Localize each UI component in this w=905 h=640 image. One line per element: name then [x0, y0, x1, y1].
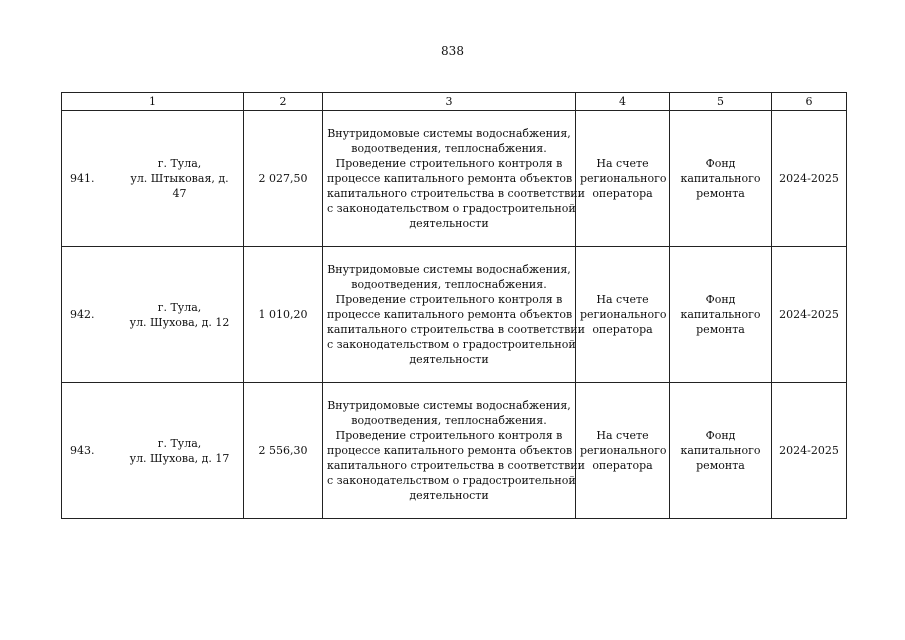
address-street: ул. Штыковая, д. 47 — [130, 172, 229, 200]
text-line: процессе капитального ремонта объектов — [327, 308, 573, 321]
text-line: деятельности — [409, 353, 489, 366]
work-description-cell — [323, 383, 585, 519]
text-line: Внутридомовые системы водоснабжения, — [327, 399, 571, 412]
column-header: 4 — [576, 93, 670, 111]
address-street: ул. Шухова, д. 17 — [129, 451, 230, 465]
address — [126, 300, 243, 330]
text-line: капитального — [680, 444, 761, 457]
text-line: процессе капитального ремонта объектов — [327, 444, 573, 457]
text-line: капитального — [680, 172, 761, 185]
text-line: На счете — [596, 293, 649, 306]
address — [126, 156, 243, 201]
row-number: 943. — [70, 444, 95, 457]
column-header: 3 — [323, 93, 576, 111]
text-line: капитального строительства в соответствии — [327, 459, 585, 472]
object-cell — [62, 247, 244, 383]
amount-cell: 1 010,20 — [244, 247, 323, 383]
text-line: капитального — [680, 308, 761, 321]
column-header: 5 — [670, 93, 772, 111]
amount-cell: 2 027,50 — [244, 111, 323, 247]
text-line: Фонд — [705, 293, 736, 306]
text-line: регионального — [580, 308, 667, 321]
text-line: Проведение строительного контроля в — [335, 429, 563, 442]
work-description-cell — [323, 247, 585, 383]
period-cell: 2024-2025 — [772, 247, 847, 383]
text-line: оператора — [592, 187, 653, 200]
text-line: Внутридомовые системы водоснабжения, — [327, 263, 571, 276]
text-line: ремонта — [696, 323, 745, 336]
row-number: 941. — [70, 172, 95, 185]
text-line: оператора — [592, 459, 653, 472]
text-line: На счете — [596, 157, 649, 170]
table-row — [62, 247, 847, 383]
text-line: Фонд — [705, 429, 736, 442]
amount-cell: 2 556,30 — [244, 383, 323, 519]
object-cell — [62, 111, 244, 247]
repair-schedule-table — [61, 92, 847, 519]
text-line: деятельности — [409, 217, 489, 230]
text-line: Внутридомовые системы водоснабжения, — [327, 127, 571, 140]
text-line: Фонд — [705, 157, 736, 170]
address — [126, 436, 243, 466]
text-line: водоотведения, теплоснабжения. — [351, 414, 547, 427]
period-cell: 2024-2025 — [772, 383, 847, 519]
text-line: Проведение строительного контроля в — [335, 293, 563, 306]
text-line: водоотведения, теплоснабжения. — [351, 142, 547, 155]
row-number: 942. — [70, 308, 95, 321]
text-line: ремонта — [696, 459, 745, 472]
text-line: с законодательством о градостроительной — [327, 474, 576, 487]
text-line: деятельности — [409, 489, 489, 502]
text-line: с законодательством о градостроительной — [327, 338, 576, 351]
header-row — [62, 93, 847, 111]
work-description-cell — [323, 111, 585, 247]
text-line: оператора — [592, 323, 653, 336]
address-street: ул. Шухова, д. 12 — [129, 315, 230, 329]
text-line: Проведение строительного контроля в — [335, 157, 563, 170]
text-line: водоотведения, теплоснабжения. — [351, 278, 547, 291]
table-row — [62, 383, 847, 519]
fund-cell — [670, 247, 772, 383]
account-cell — [576, 247, 670, 383]
address-city: г. Тула, — [157, 436, 202, 450]
page-number: 838 — [441, 44, 464, 58]
text-line: регионального — [580, 444, 667, 457]
account-cell — [576, 383, 670, 519]
object-cell — [62, 383, 244, 519]
period-cell: 2024-2025 — [772, 111, 847, 247]
text-line: с законодательством о градостроительной — [327, 202, 576, 215]
text-line: На счете — [596, 429, 649, 442]
fund-cell — [670, 383, 772, 519]
address-city: г. Тула, — [157, 300, 202, 314]
fund-cell — [670, 111, 772, 247]
text-line: капитального строительства в соответствии — [327, 323, 585, 336]
account-cell — [576, 111, 670, 247]
text-line: регионального — [580, 172, 667, 185]
text-line: процессе капитального ремонта объектов — [327, 172, 573, 185]
column-header: 2 — [244, 93, 323, 111]
column-header: 6 — [772, 93, 847, 111]
text-line: капитального строительства в соответствии — [327, 187, 585, 200]
column-header: 1 — [62, 93, 244, 111]
address-city: г. Тула, — [157, 157, 202, 170]
table-row — [62, 111, 847, 247]
text-line: ремонта — [696, 187, 745, 200]
